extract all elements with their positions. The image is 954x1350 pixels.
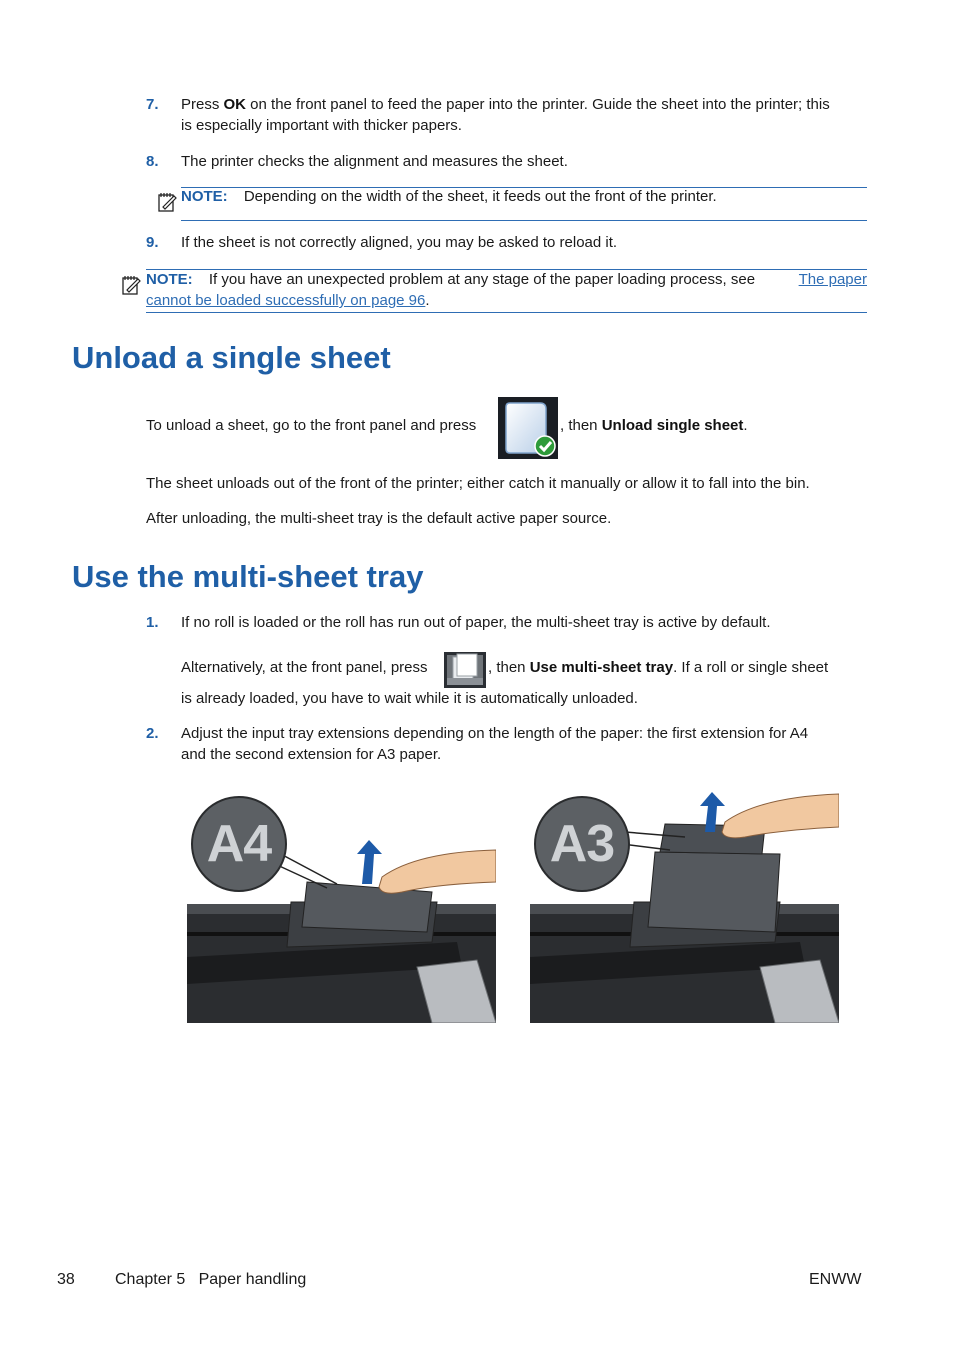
step-number-7: 7.: [146, 96, 159, 113]
figure-a4-tray: [187, 792, 496, 1023]
multi-sheet-tray-icon[interactable]: [444, 652, 486, 688]
note-icon: [157, 191, 177, 213]
size-badge-label: A4: [206, 815, 272, 873]
chapter-label: Chapter 5 Paper handling: [115, 1271, 307, 1288]
note-1-text: Depending on the width of the sheet, it feeds out the front of the printer.: [243, 188, 717, 205]
alt-instruction-line2: is already loaded, you have to wait while it is automatically unloaded.: [181, 690, 638, 707]
step-9-text: If the sheet is not correctly aligned, you may be asked to reload it.: [181, 234, 618, 251]
page-number: 38: [57, 1271, 75, 1288]
step-number-2: 2.: [146, 725, 159, 742]
step-2-text: Adjust the input tray extensions depending on the length of the paper: the first extension for A4 and the second extension for A3 paper.: [181, 725, 809, 763]
unload-paragraph-3: After unloading, the multi-sheet tray is the default active paper source.: [146, 510, 612, 527]
note-icon: [121, 274, 141, 296]
unload-paragraph-2: The sheet unloads out of the front of the printer; either catch it manually or allow it to fall into the bin.: [146, 475, 810, 492]
unload-single-sheet-option: Unload single sheet: [601, 417, 744, 434]
size-badge-label: A3: [549, 815, 615, 873]
step-number-1: 1.: [146, 614, 159, 631]
section-title-unload: Unload a single sheet: [72, 340, 391, 375]
note-label: NOTE:: [181, 188, 228, 205]
paper-load-link-line2[interactable]: cannot be loaded successfully on page 96: [146, 292, 426, 309]
unload-instruction-post: , then Unload single sheet.: [560, 417, 748, 434]
section-title-multi-sheet: Use the multi-sheet tray: [72, 559, 424, 594]
alt-instruction-post: , then Use multi-sheet tray. If a roll or single sheet: [488, 659, 829, 676]
step-1-text: If no roll is loaded or the roll has run out of paper, the multi-sheet tray is active by default.: [181, 614, 771, 631]
paper-load-link-line1[interactable]: The paper: [798, 271, 867, 288]
note-2-text: If you have an unexpected problem at any stage of the paper loading process, see: [208, 271, 756, 288]
step-number-9: 9.: [146, 234, 159, 251]
use-multi-sheet-tray-option: Use multi-sheet tray: [529, 659, 674, 676]
step-8-text: The printer checks the alignment and measures the sheet.: [181, 153, 568, 170]
unload-sheet-icon[interactable]: [498, 397, 558, 459]
figure-a3-tray: [530, 792, 839, 1023]
note-box-1: [181, 187, 867, 221]
step-number-8: 8.: [146, 153, 159, 170]
step-7-text: Press OK on the front panel to feed the paper into the printer. Guide the sheet into the printer; this is especially important with thicker papers.: [181, 96, 830, 134]
alt-instruction-pre: Alternatively, at the front panel, press: [181, 659, 428, 676]
note-box-2: NOTE: If you have an unexpected problem at any stage of the paper loading process, see The paper cannot be loaded successfully on page 96.: [146, 269, 867, 313]
note-label: NOTE:: [146, 271, 193, 288]
footer-enww: ENWW: [809, 1271, 862, 1288]
unload-instruction-pre: To unload a sheet, go to the front panel and press: [146, 417, 477, 434]
